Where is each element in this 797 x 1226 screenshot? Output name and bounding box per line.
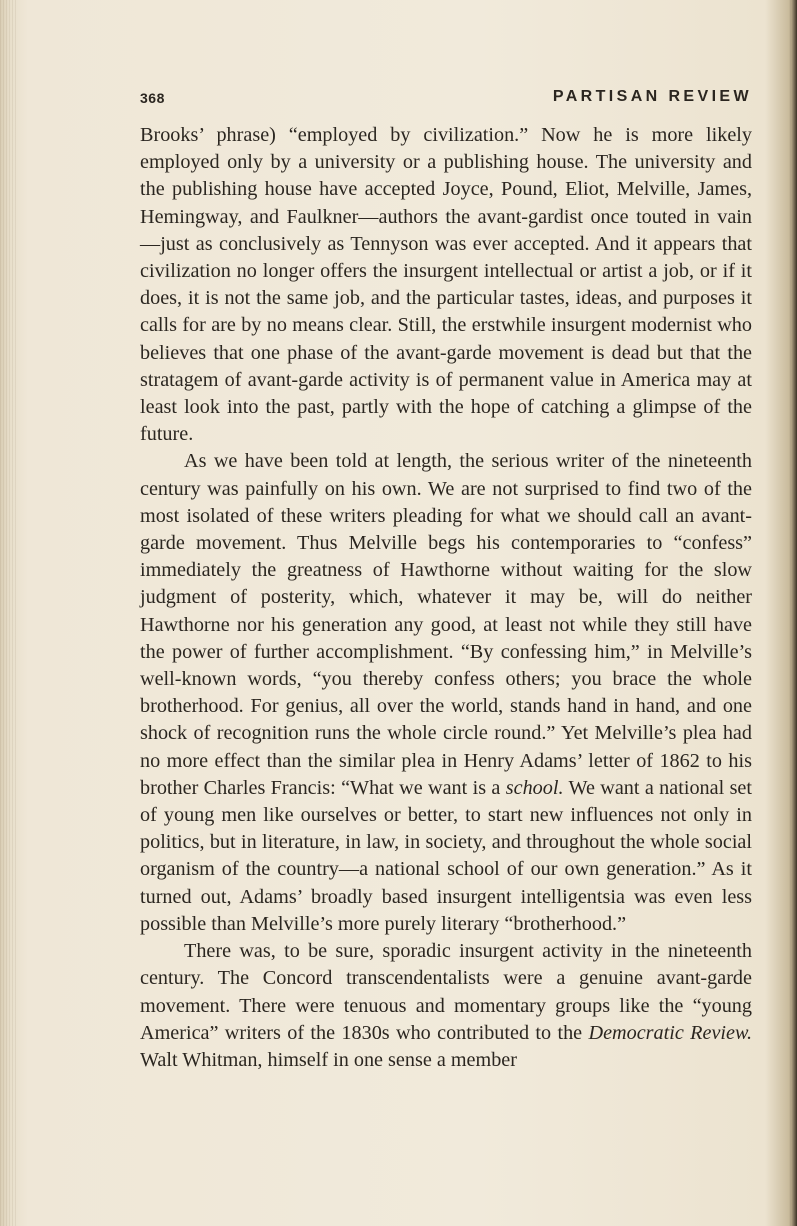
paragraph-3 — [140, 938, 752, 1074]
page-number: 368 — [140, 90, 165, 106]
paragraph-3-text-b: Walt Whitman, himself in one sense a member — [140, 1048, 517, 1071]
page-right-edge — [791, 0, 797, 1226]
paragraph-2-italic: school. — [505, 776, 564, 799]
paragraph-2-text-a: As we have been told at length, the serious writer of the nineteenth century was painfully on his own. We are not surprised to find two of the most isolated of these writers pleading for what we should call an avant-garde movement. Thus Melville begs his contemporaries to “confess” immediately the greatness of Hawthorne without waiting for the slow judgment of posterity, which, whatever it may be, will do neither Hawthorne nor his generation any good, at least not while they still have the power of further accomplishment. “By confessing him,” in Melville’s well-known words, “you thereby confess others; you brace the whole brotherhood. For genius, all over the world, stands hand in hand, and one shock of recognition runs the whole circle round.” Yet Melville’s plea had no more effect than the similar plea in Henry Adams’ letter of 1862 to his brother Charles Francis: “What we want is a — [140, 450, 752, 799]
paragraph-3-italic: Democratic Review. — [588, 1021, 752, 1044]
body-text — [140, 122, 752, 1074]
running-head: PARTISAN REVIEW — [552, 88, 752, 105]
page-header — [140, 88, 752, 114]
paragraph-2 — [140, 448, 752, 938]
paragraph-1: Brooks’ phrase) “employed by civilization.” Now he is more likely employed only by a university or a publishing house. The university and the publishing house have accepted Joyce, Pound, Eliot, Melville, James, Hemingway, and Faulkner—authors the avant-gardist once touted in vain—just as conclusively as Tennyson was ever accepted. And it appears that civilization no longer offers the insurgent intellectual or artist a job, or if it does, it is not the same job, and the particular tastes, ideas, and purposes it calls for are by no means clear. Still, the erstwhile insurgent modernist who believes that one phase of the avant-garde movement is dead but that the stratagem of avant-garde activity is of permanent value in America may at least look into the past, partly with the hope of catching a glimpse of the future. — [140, 124, 752, 446]
paragraph-2-text-b: We want a national set of young men like ourselves or better, to start new influences not only in politics, but in literature, in law, in society, and throughout the whole social organism of the country—a national school of our own generation.” As it turned out, Adams’ broadly based insurgent intelligentsia was even less possible than Melville’s more purely literary “brotherhood.” — [140, 776, 752, 935]
page-binding-edge — [0, 0, 18, 1226]
paragraph-3-text-a: There was, to be sure, sporadic insurgent activity in the nineteenth century. The Concord transcendentalists were a genuine avant-garde movement. There were tenuous and momentary groups like the “young America” writers of the 1830s who contributed to the — [140, 940, 752, 1044]
